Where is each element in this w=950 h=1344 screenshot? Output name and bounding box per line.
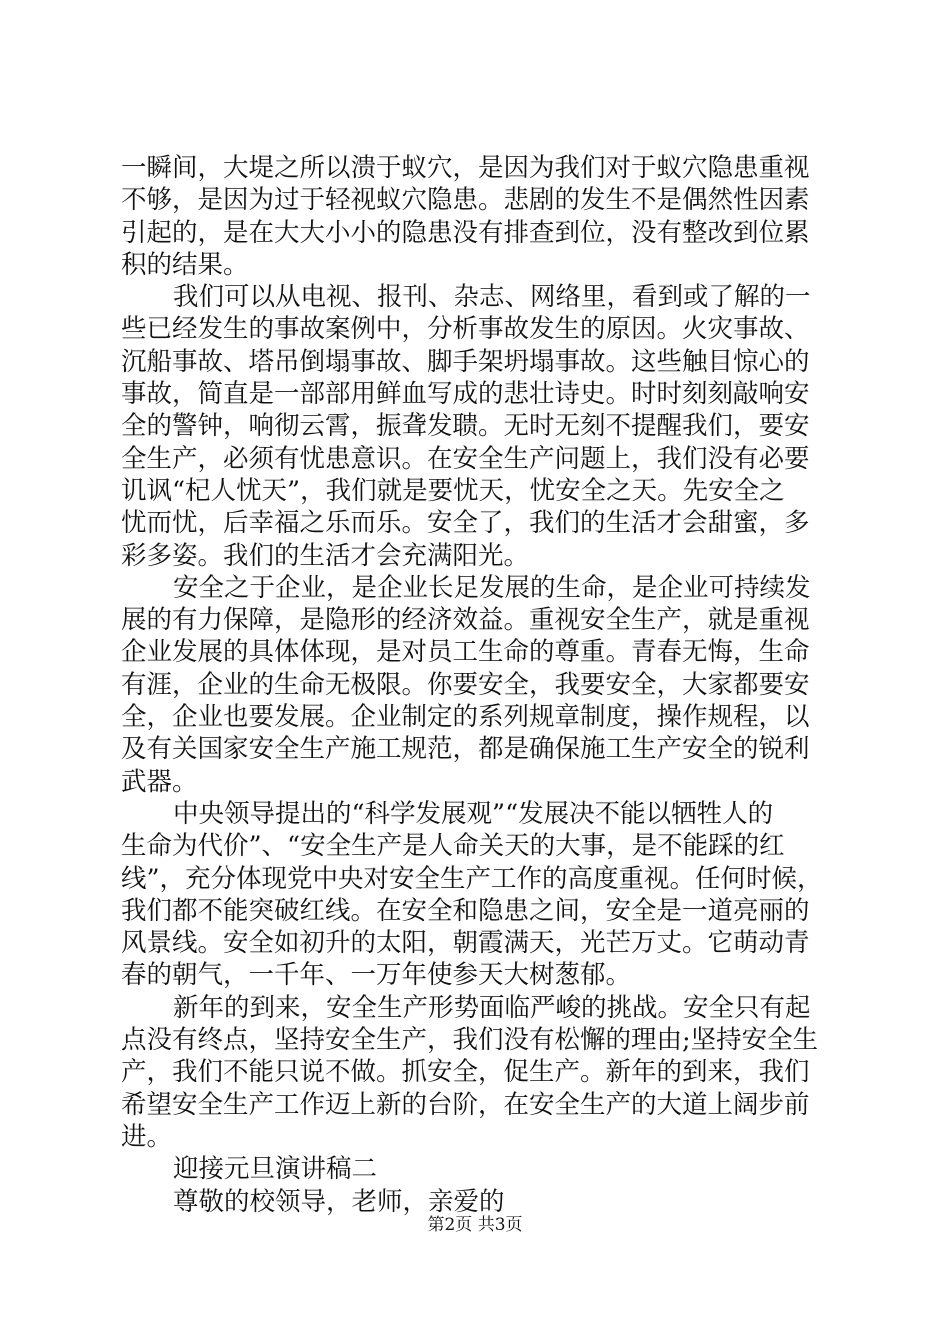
text-line: 我们都不能突破红线。在安全和隐患之间，安全是一道亮丽的 — [121, 895, 810, 926]
text-line: 武器。 — [121, 766, 198, 797]
text-line: 沉船事故、塔吊倒塌事故、脚手架坍塌事故。这些触目惊心的 — [121, 346, 810, 377]
text-line: 全的警钟，响彻云霄，振聋发聩。无时无刻不提醒我们，要安 — [121, 411, 810, 442]
document-body — [121, 152, 841, 1218]
text-line: 新年的到来，安全生产形势面临严峻的挑战。安全只有起 — [173, 992, 811, 1023]
text-line: 春的朝气，一千年、一万年使参天大树葱郁。 — [121, 960, 632, 991]
text-line: 风景线。安全如初升的太阳，朝霞满天，光芒万丈。它萌动青 — [121, 928, 810, 959]
text-line: 彩多姿。我们的生活才会充满阳光。 — [121, 540, 530, 571]
text-line: 迎接元旦演讲稿二 — [173, 1154, 378, 1185]
text-line: 产，我们不能只说不做。抓安全，促生产。新年的到来，我们 — [121, 1057, 810, 1088]
text-line: 讥讽“杞人忧天”，我们就是要忧天，忧安全之天。先安全之 — [121, 475, 785, 506]
text-line: 积的结果。 — [121, 249, 249, 280]
text-line: 我们可以从电视、报刊、杂志、网络里，看到或了解的一 — [173, 282, 811, 313]
text-line: 引起的，是在大大小小的隐患没有排查到位，没有整改到位累 — [121, 217, 810, 248]
page-footer: 第2页 共3页 — [427, 1215, 523, 1235]
text-line: 展的有力保障，是隐形的经济效益。重视安全生产，就是重视 — [121, 605, 810, 636]
text-line: 些已经发生的事故案例中，分析事故发生的原因。火灾事故、 — [121, 314, 810, 345]
text-line: 全，企业也要发展。企业制定的系列规章制度，操作规程，以 — [121, 702, 810, 733]
text-line: 希望安全生产工作迈上新的台阶，在安全生产的大道上阔步前 — [121, 1089, 810, 1120]
text-line: 一瞬间，大堤之所以溃于蚁穴，是因为我们对于蚁穴隐患重视 — [121, 153, 810, 183]
text-line: 线”，充分体现党中央对安全生产工作的高度重视。任何时候， — [121, 863, 823, 894]
text-line: 企业发展的具体体现，是对员工生命的尊重。青春无悔，生命 — [121, 637, 810, 668]
text-line: 不够，是因为过于轻视蚁穴隐患。悲剧的发生不是偶然性因素 — [121, 185, 810, 216]
text-line: 尊敬的校领导，老师，亲爱的 — [173, 1186, 505, 1217]
text-line: 有涯，企业的生命无极限。你要安全，我要安全，大家都要安 — [121, 669, 810, 700]
text-line: 安全之于企业，是企业长足发展的生命，是企业可持续发 — [173, 572, 811, 603]
text-line: 中央领导提出的“科学发展观”“发展决不能以牺牲人的 — [173, 798, 774, 829]
text-line: 事故，简直是一部部用鲜血写成的悲壮诗史。时时刻刻敲响安 — [121, 379, 810, 410]
text-line: 生命为代价”、“安全生产是人命关天的大事，是不能踩的红 — [121, 831, 785, 862]
text-line: 及有关国家安全生产施工规范，都是确保施工生产安全的锐利 — [121, 734, 810, 765]
text-line: 忧而忧，后幸福之乐而乐。安全了，我们的生活才会甜蜜，多 — [121, 508, 810, 539]
text-line: 全生产，必须有忧患意识。在安全生产问题上，我们没有必要 — [121, 443, 810, 474]
text-line: 点没有终点，坚持安全生产，我们没有松懈的理由;坚持安全生 — [121, 1025, 819, 1056]
text-line: 进。 — [121, 1121, 173, 1152]
